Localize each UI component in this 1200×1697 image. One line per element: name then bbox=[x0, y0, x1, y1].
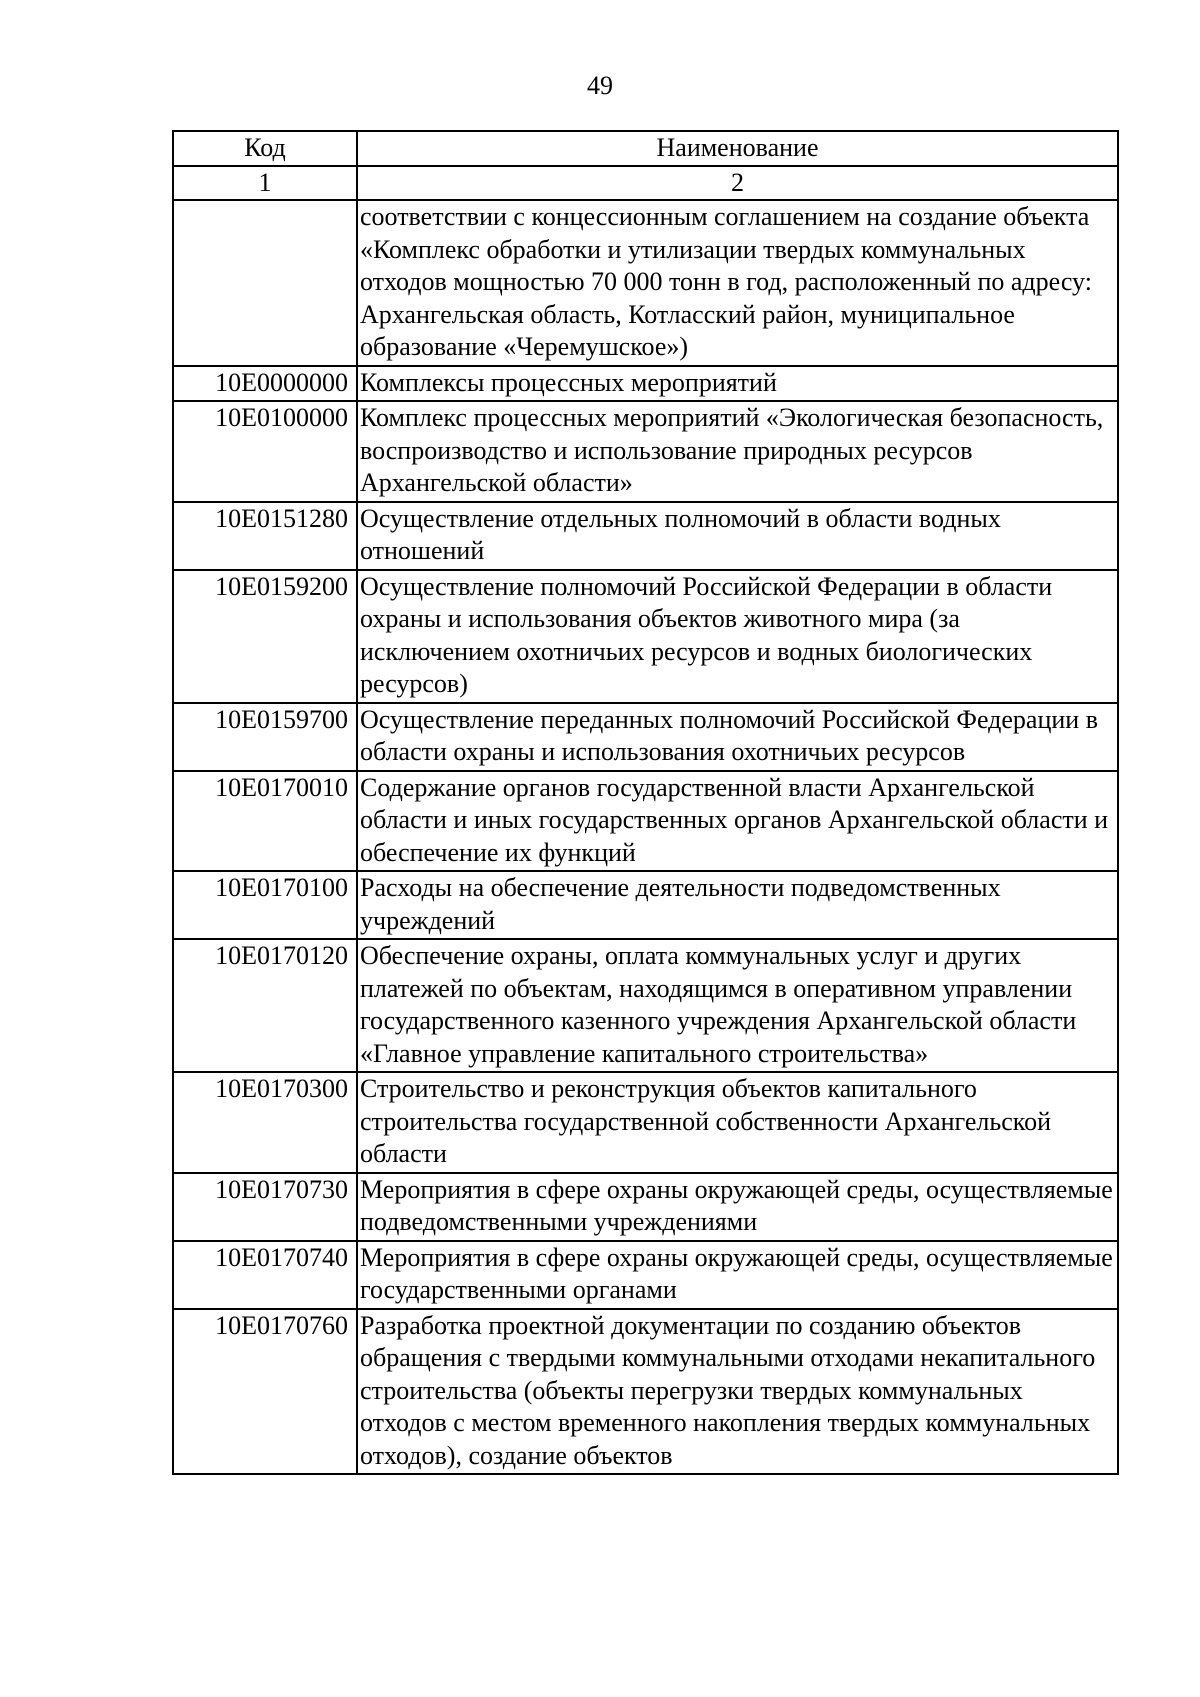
table-row bbox=[173, 703, 1118, 771]
table-row bbox=[173, 200, 1118, 366]
row-code: 10Е0170760 bbox=[173, 1309, 357, 1475]
row-name: Расходы на обеспечение деятельности подведомственных учреждений bbox=[357, 871, 1118, 939]
table-header-row bbox=[173, 131, 1118, 166]
row-name: Мероприятия в сфере охраны окружающей среды, осуществляемые подведомственными учреждениями bbox=[357, 1173, 1118, 1241]
row-code: 10Е0100000 bbox=[173, 401, 357, 502]
row-name: Осуществление отдельных полномочий в области водных отношений bbox=[357, 502, 1118, 570]
table-row bbox=[173, 1309, 1118, 1475]
row-code: 10Е0159700 bbox=[173, 703, 357, 771]
table-row bbox=[173, 401, 1118, 502]
row-name: Комплексы процессных мероприятий bbox=[357, 366, 1118, 402]
row-name: Осуществление переданных полномочий Российской Федерации в области охраны и использования охотничьих ресурсов bbox=[357, 703, 1118, 771]
column-number-code: 1 bbox=[173, 166, 357, 201]
row-name: Обеспечение охраны, оплата коммунальных услуг и других платежей по объектам, находящимся в оперативном управлении государственного казенного учреждения Архангельской области «Главное управление капитального строительства» bbox=[357, 939, 1118, 1072]
table-row bbox=[173, 570, 1118, 703]
row-code: 10Е0000000 bbox=[173, 366, 357, 402]
row-code: 10Е0170300 bbox=[173, 1072, 357, 1173]
row-code bbox=[173, 200, 357, 366]
header-code: Код bbox=[173, 131, 357, 166]
row-code: 10Е0170730 bbox=[173, 1173, 357, 1241]
row-code: 10Е0159200 bbox=[173, 570, 357, 703]
row-name: Мероприятия в сфере охраны окружающей среды, осуществляемые государственными органами bbox=[357, 1241, 1118, 1309]
row-code: 10Е0170100 bbox=[173, 871, 357, 939]
row-name: Осуществление полномочий Российской Федерации в области охраны и использования объектов животного мира (за исключением охотничьих ресурсов и водных биологических ресурсов) bbox=[357, 570, 1118, 703]
row-code: 10Е0151280 bbox=[173, 502, 357, 570]
table-row bbox=[173, 771, 1118, 872]
table-row bbox=[173, 1173, 1118, 1241]
row-name: Строительство и реконструкция объектов капитального строительства государственной собственности Архангельской области bbox=[357, 1072, 1118, 1173]
row-name: соответствии с концессионным соглашением на создание объекта «Комплекс обработки и утилизации твердых коммунальных отходов мощностью 70 000 тонн в год, расположенный по адресу: Архангельская область, Котласский район, муниципальное образование «Черемушское») bbox=[357, 200, 1118, 366]
classification-table bbox=[172, 130, 1119, 1475]
header-name: Наименование bbox=[357, 131, 1118, 166]
table-row bbox=[173, 502, 1118, 570]
row-code: 10Е0170010 bbox=[173, 771, 357, 872]
table-row bbox=[173, 1241, 1118, 1309]
row-name: Разработка проектной документации по созданию объектов обращения с твердыми коммунальными отходами некапитального строительства (объекты перегрузки твердых коммунальных отходов с местом временного накопления твердых коммунальных отходов), создание объектов bbox=[357, 1309, 1118, 1475]
page-number: 49 bbox=[587, 71, 613, 100]
table-row bbox=[173, 1072, 1118, 1173]
table-row bbox=[173, 939, 1118, 1072]
column-number-name: 2 bbox=[357, 166, 1118, 201]
row-code: 10Е0170120 bbox=[173, 939, 357, 1072]
row-name: Содержание органов государственной власти Архангельской области и иных государственных органов Архангельской области и обеспечение их функций bbox=[357, 771, 1118, 872]
column-number-row bbox=[173, 166, 1118, 201]
table-row bbox=[173, 366, 1118, 402]
row-name: Комплекс процессных мероприятий «Экологическая безопасность, воспроизводство и использование природных ресурсов Архангельской области» bbox=[357, 401, 1118, 502]
table-row bbox=[173, 871, 1118, 939]
row-code: 10Е0170740 bbox=[173, 1241, 357, 1309]
